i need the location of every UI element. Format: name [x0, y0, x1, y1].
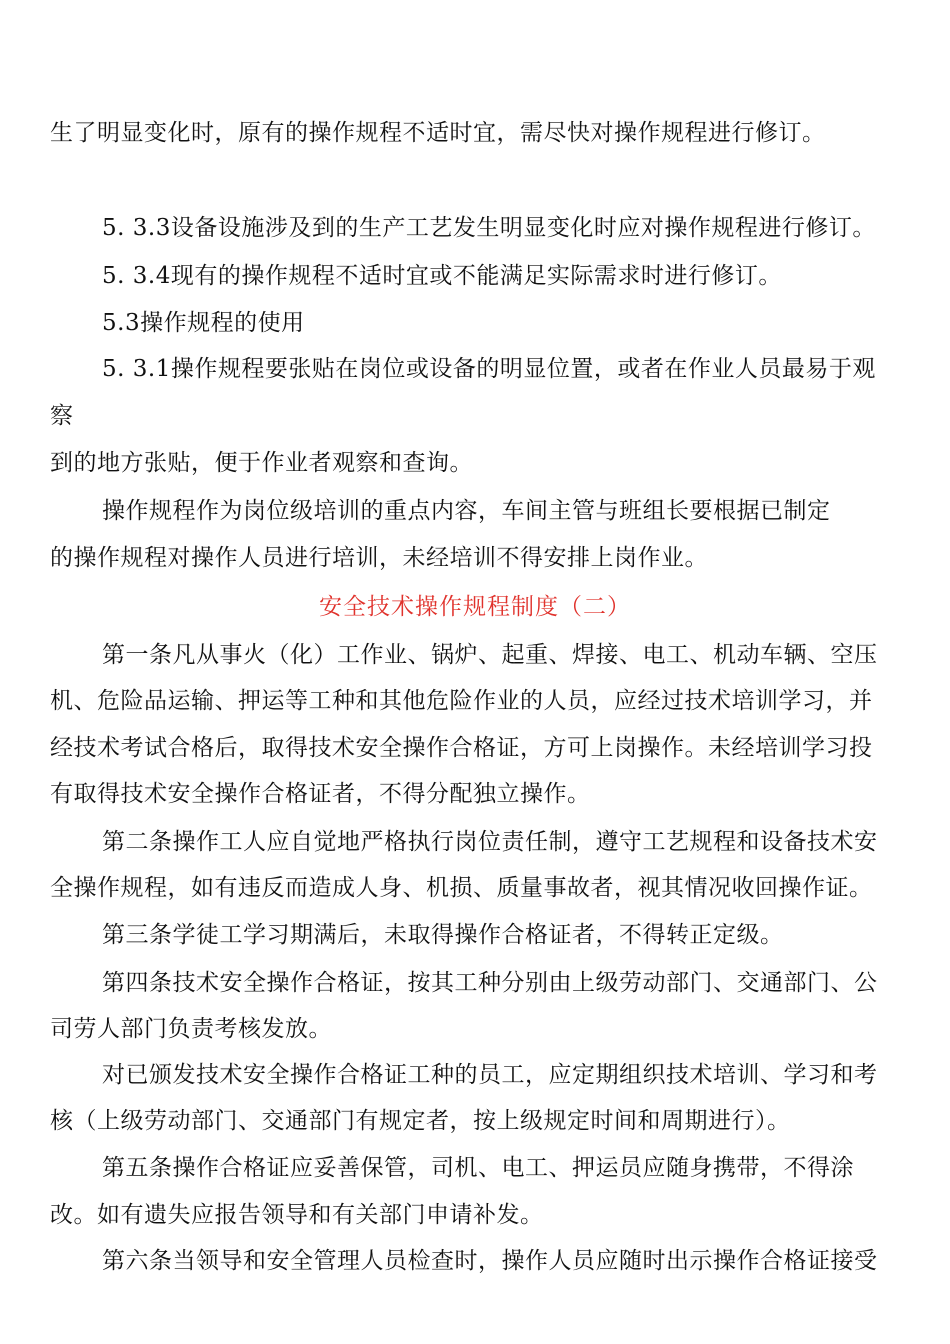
paragraph-line: 机、危险品运输、押运等工种和其他危险作业的人员，应经过技术培训学习，并: [50, 688, 873, 714]
paragraph-line: 第四条技术安全操作合格证，按其工种分别由上级劳动部门、交通部门、公: [102, 970, 878, 996]
paragraph-line: 第一条凡从事火（化）工作业、锅炉、起重、焊接、电工、机动车辆、空压: [102, 642, 878, 668]
paragraph-line: 第三条学徒工学习期满后，未取得操作合格证者，不得转正定级。: [102, 922, 784, 948]
paragraph-line: 第二条操作工人应自觉地严格执行岗位责任制，遵守工艺规程和设备技术安: [102, 829, 878, 855]
paragraph-line: 核（上级劳动部门、交通部门有规定者，按上级规定时间和周期进行）。: [50, 1108, 791, 1134]
paragraph-line: 改。如有遗失应报告领导和有关部门申请补发。: [50, 1202, 544, 1228]
paragraph-line: 经技术考试合格后，取得技术安全操作合格证，方可上岗操作。未经培训学习投: [50, 735, 873, 761]
section-title: 安全技术操作规程制度（二）: [319, 594, 631, 620]
paragraph-line: 察: [50, 403, 74, 429]
paragraph-line: 第六条当领导和安全管理人员检查时，操作人员应随时出示操作合格证接受: [102, 1248, 878, 1274]
paragraph-line: 的操作规程对操作人员进行培训，未经培训不得安排上岗作业。: [50, 545, 708, 571]
paragraph-line: 5. 3.4现有的操作规程不适时宜或不能满足实际需求时进行修订。: [102, 263, 782, 289]
paragraph-line: 操作规程作为岗位级培训的重点内容，车间主管与班组长要根据已制定: [102, 498, 831, 524]
paragraph-line: 有取得技术安全操作合格证者，不得分配独立操作。: [50, 781, 591, 807]
paragraph-line: 司劳人部门负责考核发放。: [50, 1016, 332, 1042]
paragraph-line: 5. 3.1操作规程要张贴在岗位或设备的明显位置，或者在作业人员最易于观: [102, 356, 876, 382]
paragraph-line: 到的地方张贴，便于作业者观察和查询。: [50, 450, 473, 476]
paragraph-line: 全操作规程，如有违反而造成人身、机损、质量事故者，视其情况收回操作证。: [50, 875, 873, 901]
paragraph-line: 对已颁发技术安全操作合格证工种的员工，应定期组织技术培训、学习和考: [102, 1062, 878, 1088]
paragraph-line: 生了明显变化时，原有的操作规程不适时宜，需尽快对操作规程进行修订。: [50, 120, 826, 146]
section-heading: 5.3操作规程的使用: [102, 310, 305, 336]
paragraph-line: 5. 3.3设备设施涉及到的生产工艺发生明显变化时应对操作规程进行修订。: [102, 215, 876, 241]
paragraph-line: 第五条操作合格证应妥善保管，司机、电工、押运员应随身携带，不得涂: [102, 1155, 854, 1181]
